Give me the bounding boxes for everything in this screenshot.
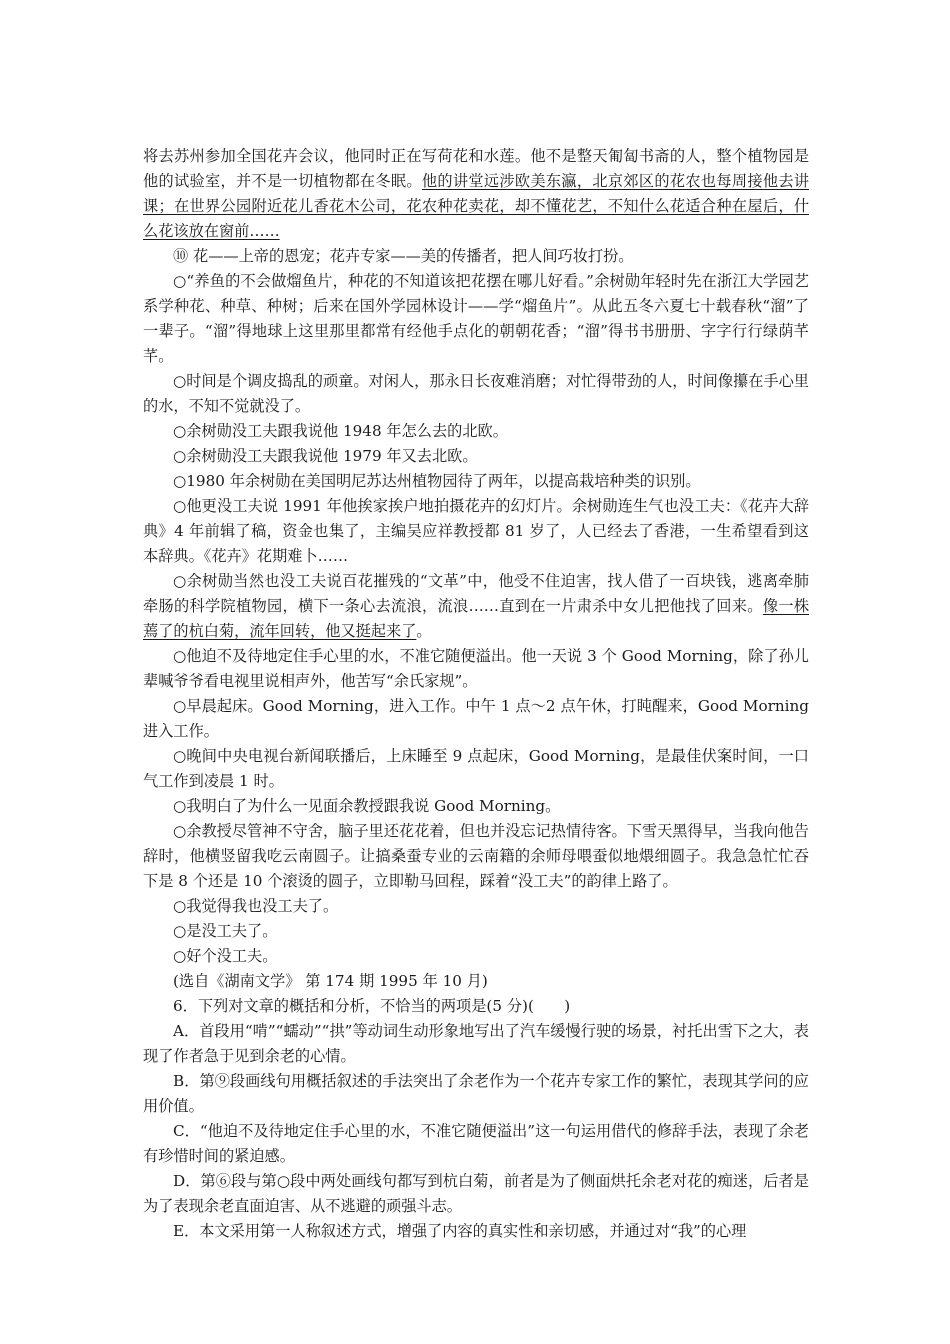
- paragraph-11-10: ○晚间中央电视台新闻联播后，上床睡至 9 点起床，Good Morning，是最佳伏案时间，一口气工作到凌晨 1 时。: [143, 747, 809, 790]
- underlined-sentence: 像一株蔫了的杭白菊，流年回转，他又挺起来了: [143, 597, 810, 640]
- option-e: E．本文采用第一人称叙述方式，增强了内容的真实性和亲切感，并通过对“我”的心理: [173, 1222, 747, 1240]
- paragraph-11-7-text: ○余树勋当然也没工夫说百花摧残的“文革”中，他受不住迫害，找人借了一百块钱，逃离牵肺牵肠的科学院植物园，横下一条心去流浪，流浪……直到在一片肃杀中女儿把他找了回来。: [143, 572, 809, 615]
- paragraph-10: ⑩ 花——上帝的恩宠；花卉专家——美的传播者，把人间巧妆打扮。: [173, 247, 634, 265]
- paragraph-9: [143, 144, 809, 244]
- paragraph-11-9: ○早晨起床。Good Morning，进入工作。中午 1 点～2 点午休，打盹醒来，Good Morning 进入工作。: [143, 697, 809, 740]
- source-citation: (选自《湖南文学》 第 174 期 1995 年 10 月): [173, 972, 488, 990]
- option-a: A．首段用“啃”“蠕动”“拱”等动词生动形象地写出了汽车缓慢行驶的场景，衬托出雪下之大，表现了作者急于见到余老的心情。: [143, 1022, 809, 1065]
- paragraph-11-12: ○余教授尽管神不守舍，脑子里还花花着，但也并没忘记热情待客。下雪天黑得早，当我向他告辞时，他横竖留我吃云南圆子。让搞桑蚕专业的云南籍的余师母喂蚕似地煨细圆子。我急急忙忙吞下是 8 个还是 10 个滚烫的圆子，立即勒马回程，踩着“没工夫”的韵律上路了。: [143, 822, 809, 890]
- document-page: [143, 144, 809, 1244]
- option-b: B．第⑨段画线句用概括叙述的手法突出了余老作为一个花卉专家工作的繁忙，表现其学问的应用价值。: [143, 1072, 809, 1115]
- paragraph-11-7-end: 。: [416, 622, 432, 640]
- question-6: 6．下列对文章的概括和分析，不恰当的两项是(5 分)( ): [173, 997, 571, 1015]
- option-d: D．第⑥段与第○段中两处画线句都写到杭白菊，前者是为了侧面烘托余老对花的痴迷，后者是为了表现余老直面迫害、从不逃避的顽强斗志。: [143, 1172, 809, 1215]
- underlined-sentence: 他的讲堂远涉欧美东瀛，北京郊区的花农也每周接他去讲课；在世界公园附近花儿香花木公司，花农种花卖花，却不懂花艺，不知什么花适合种在屋后，什么花该放在窗前……: [143, 172, 810, 240]
- paragraph-11-8: ○他迫不及待地定住手心里的水，不准它随便溢出。他一天说 3 个 Good Morning，除了孙儿辈喊爷爷看电视里说相声外，他苦写“余氏家规”。: [143, 647, 809, 690]
- paragraph-11-13: ○我觉得我也没工夫了。: [173, 897, 339, 915]
- paragraph-11-6: ○他更没工夫说 1991 年他挨家挨户地拍摄花卉的幻灯片。余树勋连生气也没工夫：《花卉大辞典》4 年前辑了稿，资金也集了，主编吴应祥教授都 81 岁了，人已经去了香港，一生希望看到这本辞典。《花卉》花期难卜……: [143, 497, 809, 565]
- paragraph-11-5: ○1980 年余树勋在美国明尼苏达州植物园待了两年，以提高栽培种类的识别。: [173, 472, 701, 490]
- paragraph-11-11: ○我明白了为什么一见面余教授跟我说 Good Morning。: [173, 797, 561, 815]
- paragraph-9-text: 将去苏州参加全国花卉会议，他同时正在写荷花和水莲。他不是整天匍匐书斋的人，整个植物园是他的试验室，并不是一切植物都在冬眠。: [143, 147, 809, 190]
- paragraph-11-15: ○好个没工夫。: [173, 947, 278, 965]
- paragraph-11-7: [143, 569, 809, 644]
- paragraph-11-1: ○“养鱼的不会做熘鱼片，种花的不知道该把花摆在哪儿好看。”余树勋年轻时先在浙江大学园艺系学种花、种草、种树；后来在国外学园林设计——学“熘鱼片”。从此五冬六夏七十载春秋“溜”了一辈子。“溜”得地球上这里那里都常有经他手点化的朝朝花香；“溜”得书书册册、字字行行绿荫芊芊。: [143, 272, 809, 365]
- paragraph-11-4: ○余树勋没工夫跟我说他 1979 年又去北欧。: [173, 447, 478, 465]
- paragraph-11-14: ○是没工夫了。: [173, 922, 278, 940]
- option-c: C．“他迫不及待地定住手心里的水，不准它随便溢出”这一句运用借代的修辞手法，表现了余老有珍惜时间的紧迫感。: [143, 1122, 809, 1165]
- paragraph-11-3: ○余树勋没工夫跟我说他 1948 年怎么去的北欧。: [173, 422, 508, 440]
- paragraph-11-2: ○时间是个调皮捣乱的顽童。对闲人，那永日长夜难消磨；对忙得带劲的人，时间像攥在手心里的水，不知不觉就没了。: [143, 372, 809, 415]
